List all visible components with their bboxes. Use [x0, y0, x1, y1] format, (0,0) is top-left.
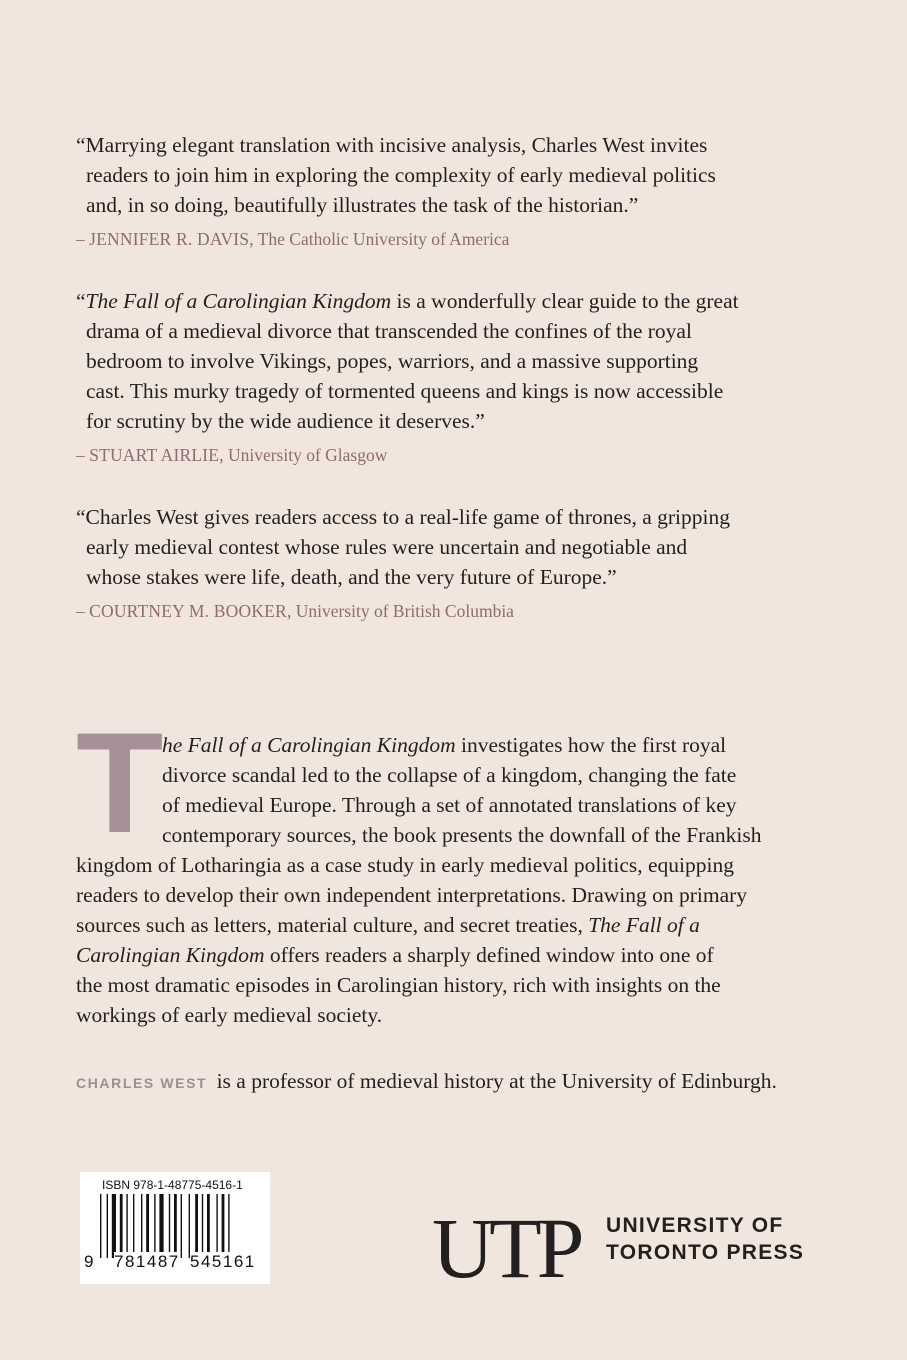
blurb-quote	[76, 502, 846, 592]
blurb-attribution	[76, 229, 846, 250]
description-line: readers to develop their own independent interpretations. Drawing on primary	[76, 883, 748, 907]
blurb-attribution	[76, 445, 846, 466]
blurb-quote	[76, 130, 846, 220]
blurb-airlie	[76, 286, 846, 466]
quote-line: drama of a medieval divorce that transcended the confines of the royal	[86, 319, 692, 343]
barcode-digits-left: 781487	[114, 1252, 180, 1271]
publisher-name	[606, 1212, 804, 1266]
barcode-digits-right: 545161	[190, 1252, 256, 1271]
description-line	[76, 910, 846, 940]
quote-line: early medieval contest whose rules were uncertain and negotiable and	[86, 535, 688, 559]
description-line: of medieval Europe. Through a set of annotated translations of key	[162, 793, 737, 817]
barcode-digit: 9	[84, 1252, 94, 1271]
description-line: divorce scandal led to the collapse of a kingdom, changing the fate	[162, 763, 737, 787]
description-line	[76, 940, 846, 970]
quote-line: cast. This murky tragedy of tormented queens and kings is now accessible	[86, 379, 724, 403]
quote-line: bedroom to involve Vikings, popes, warriors, and a massive supporting	[86, 349, 699, 373]
publisher-name-line: TORONTO PRESS	[606, 1241, 805, 1264]
description-text: sources such as letters, material culture, and secret treaties,	[76, 913, 589, 937]
description-line	[76, 730, 846, 760]
quote-line: whose stakes were life, death, and the very future of Europe.”	[86, 565, 617, 589]
attribution-dash: –	[76, 229, 90, 249]
attribution-dash: –	[76, 445, 90, 465]
quote-line: and, in so doing, beautifully illustrates the task of the historian.”	[86, 193, 639, 217]
description-text: offers readers a sharply defined window into one of	[264, 943, 714, 967]
attribution-name: COURTNEY M. BOOKER	[89, 601, 287, 621]
quote-line: “The Fall of a Carolingian Kingdom is a wonderfully clear guide to the great	[76, 289, 739, 313]
publisher-name-line: UNIVERSITY OF	[606, 1214, 784, 1237]
book-title: Carolingian Kingdom	[76, 943, 265, 967]
attribution-affiliation: , University of Glasgow	[219, 445, 388, 465]
description-line: the most dramatic episodes in Carolingian history, rich with insights on the	[76, 973, 721, 997]
utp-monogram: UTP	[432, 1200, 580, 1296]
barcode-icon	[98, 1194, 266, 1258]
blurb-quote	[76, 286, 846, 436]
attribution-affiliation: , University of British Columbia	[286, 601, 514, 621]
attribution-dash: –	[76, 601, 90, 621]
blurb-davis	[76, 130, 846, 250]
blurb-booker	[76, 502, 846, 622]
book-title: he Fall of a Carolingian Kingdom	[162, 733, 456, 757]
author-bio	[76, 1066, 777, 1098]
book-title: The Fall of a	[588, 913, 700, 937]
description-text: investigates how the first royal	[455, 733, 727, 757]
description-line: workings of early medieval society.	[76, 1003, 383, 1027]
description-line: contemporary sources, the book presents the downfall of the Frankish	[162, 823, 762, 847]
isbn-barcode	[80, 1172, 270, 1284]
quote-text: is a wonderfully clear guide to the great	[391, 289, 739, 313]
attribution-name: JENNIFER R. DAVIS	[89, 229, 250, 249]
quote-line: “Charles West gives readers access to a real-life game of thrones, a gripping	[76, 505, 730, 529]
blurb-attribution	[76, 601, 846, 622]
quote-line: readers to join him in exploring the complexity of early medieval politics	[86, 163, 716, 187]
author-bio-text: is a professor of medieval history at the University of Edinburgh.	[211, 1069, 777, 1093]
quote-line: for scrutiny by the wide audience it deserves.”	[86, 409, 485, 433]
author-name: CHARLES WEST	[76, 1075, 208, 1091]
attribution-name: STUART AIRLIE	[89, 445, 220, 465]
book-title: The Fall of a Carolingian Kingdom	[85, 289, 392, 313]
description-line: kingdom of Lotharingia as a case study in early medieval politics, equipping	[76, 853, 734, 877]
attribution-affiliation: , The Catholic University of America	[249, 229, 510, 249]
drop-cap: T	[76, 704, 164, 863]
quote-line: “Marrying elegant translation with incisive analysis, Charles West invites	[76, 133, 708, 157]
book-description	[76, 704, 846, 1030]
isbn-number: ISBN 978-1-48775-4516-1	[102, 1178, 243, 1192]
